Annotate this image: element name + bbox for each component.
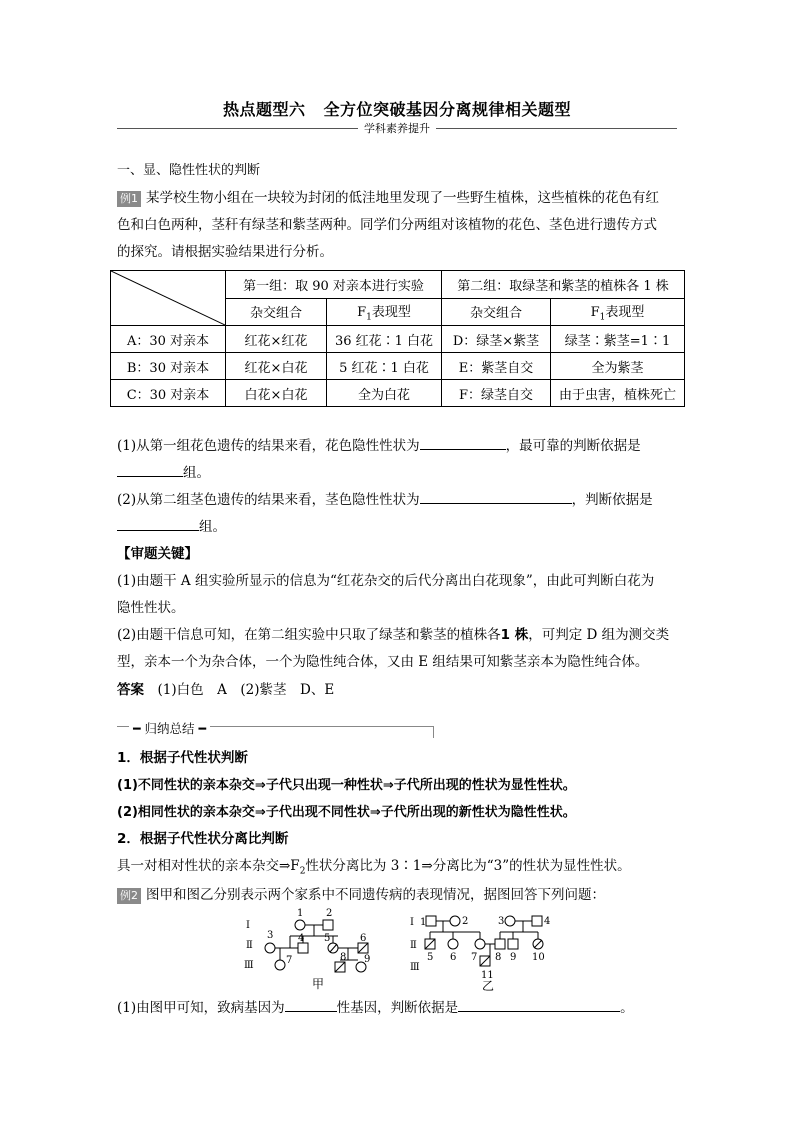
- svg-text:4: 4: [298, 933, 305, 944]
- table-cell: 36 红花∶1 白花: [327, 326, 442, 353]
- svg-text:5: 5: [324, 933, 331, 944]
- svg-text:4: 4: [544, 916, 551, 927]
- summary-box: [117, 719, 434, 739]
- group2-header: 第二组：取绿茎和紫茎的植株各 1 株: [442, 271, 685, 299]
- subtitle: 学科素养提升: [358, 122, 436, 135]
- question-1-line1: (1)从第一组花色遗传的结果来看，花色隐性性状为 ，最可靠的判断依据是: [117, 433, 681, 460]
- question-1-line2: 组。: [117, 460, 681, 487]
- svg-text:1: 1: [297, 908, 304, 919]
- summary-point-1b: (2)相同性状的亲本杂交⇒子代出现不同性状⇒子代所出现的新性状为隐性性状。: [117, 805, 576, 820]
- svg-text:Ⅰ: Ⅰ: [410, 917, 414, 928]
- pedigree-yi: [410, 916, 550, 992]
- answer-blank[interactable]: [117, 462, 183, 477]
- diagonal-line: [111, 271, 225, 325]
- row-label: C：30 对亲本: [111, 380, 226, 407]
- example1-line3: 的探究。请根据实验结果进行分析。: [117, 244, 333, 260]
- group1-header: 第一组：取 90 对亲本进行实验: [226, 271, 442, 299]
- question-3-line: (1)由图甲可知，致病基因为 性基因，判断依据是 。: [117, 995, 681, 1022]
- answer-blank[interactable]: [117, 516, 199, 531]
- experiment-table: [110, 270, 685, 407]
- svg-text:9: 9: [364, 954, 371, 965]
- example1-badge: 例1: [117, 191, 141, 207]
- svg-text:7: 7: [286, 955, 293, 966]
- example1-line2: 色和白色两种，茎秆有绿茎和紫茎两种。同学们分两组对该植物的花色、茎色进行遗传方式: [117, 217, 657, 233]
- key1-line2: 隐性性状。: [117, 600, 185, 616]
- question-2-line1: (2)从第二组茎色遗传的结果来看，茎色隐性性状为 ，判断依据是: [117, 487, 681, 514]
- svg-text:6: 6: [360, 933, 367, 944]
- table-cell: 全为紫茎: [551, 353, 685, 380]
- summary-point-2: 2．根据子代性状分离比判断: [117, 831, 289, 847]
- svg-text:甲: 甲: [312, 977, 325, 991]
- answer-blank[interactable]: [420, 489, 572, 504]
- summary-point-1a: (1)不同性状的亲本杂交⇒子代只出现一种性状⇒子代所出现的性状为显性性状。: [117, 778, 576, 793]
- svg-text:8: 8: [495, 952, 502, 963]
- pedigree-figures: [240, 908, 660, 992]
- cross-header-2: 杂交组合: [442, 298, 551, 326]
- subtitle-line: [117, 119, 677, 137]
- table-row: [111, 380, 685, 407]
- svg-text:7: 7: [471, 952, 478, 963]
- summary-point-2a: 具一对相对性状的亲本杂交$\Rightarrow F_2$性状分离比为 3∶1⇒分离比为“3”的性状为显性性状。: [117, 858, 631, 877]
- f1-header-2: $F_1$表现型: [551, 298, 685, 326]
- answer-label: 答案: [117, 682, 144, 698]
- row-label: B：30 对亲本: [111, 353, 226, 380]
- generation-label: Ⅱ: [246, 940, 253, 951]
- svg-text:3: 3: [498, 916, 505, 927]
- svg-text:6: 6: [450, 952, 457, 963]
- table-cell: 全为白花: [327, 380, 442, 407]
- summary-label: ━ 归纳总结 ━: [129, 719, 210, 737]
- generation-label: Ⅰ: [246, 920, 250, 931]
- svg-text:乙: 乙: [482, 979, 495, 992]
- example1-line1: [117, 185, 681, 212]
- cross-header-1: 杂交组合: [226, 298, 327, 326]
- title-part2: 全方位突破基因分离规律相关题型: [323, 100, 572, 119]
- summary-point-1: 1．根据子代性状判断: [117, 750, 248, 766]
- page-title: [0, 97, 794, 120]
- svg-text:Ⅲ: Ⅲ: [410, 962, 420, 973]
- table-cell: 5 红花∶1 白花: [327, 353, 442, 380]
- example1-text1: 某学校生物小组在一块较为封闭的低洼地里发现了一些野生植株，这些植株的花色有红: [146, 190, 659, 206]
- table-cell: 由于虫害，植株死亡: [551, 380, 685, 407]
- svg-text:2: 2: [326, 908, 333, 919]
- table-cell: 绿茎∶紫茎=1∶1: [551, 326, 685, 353]
- svg-text:11: 11: [481, 970, 494, 981]
- f1-header-1: $F_1$表现型: [327, 298, 442, 326]
- example2-text: 图甲和图乙分别表示两个家系中不同遗传病的表现情况，据图回答下列问题：: [146, 887, 605, 903]
- key2-line2: 型，亲本一个为杂合体，一个为隐性纯合体，又由 E 组结果可知紫茎亲本为隐性纯合体。: [117, 654, 649, 670]
- key2-line1: (2)由题干信息可知，在第二组实验中只取了绿茎和紫茎的植株各1 株，可判定 D 组为测交类: [117, 627, 670, 643]
- svg-text:2: 2: [462, 916, 469, 927]
- table-cell: F：绿茎自交: [442, 380, 551, 407]
- svg-text:1: 1: [420, 917, 427, 928]
- svg-text:Ⅱ: Ⅱ: [410, 940, 417, 951]
- svg-text:9: 9: [510, 952, 517, 963]
- question-2-line2: 组。: [117, 514, 681, 541]
- example2-badge: 例2: [117, 888, 141, 904]
- pedigree-jia: [244, 908, 370, 991]
- generation-label: Ⅲ: [244, 960, 254, 971]
- answer-blank[interactable]: [458, 997, 620, 1012]
- example2-line: [117, 882, 681, 909]
- table-corner-cell: [111, 271, 226, 326]
- table-cell: 红花×白花: [226, 353, 327, 380]
- table-cell: 红花×红花: [226, 326, 327, 353]
- svg-text:8: 8: [340, 952, 347, 963]
- answer-line: [117, 677, 681, 704]
- table-row: [111, 326, 685, 353]
- svg-text:3: 3: [267, 930, 274, 941]
- section-heading-1: 一、显、隐性性状的判断: [117, 163, 261, 178]
- key-heading: 【审题关键】: [117, 546, 198, 562]
- answer-blank[interactable]: [420, 435, 506, 450]
- table-cell: E：紫茎自交: [442, 353, 551, 380]
- table-cell: D：绿茎×紫茎: [442, 326, 551, 353]
- table-cell: 白花×白花: [226, 380, 327, 407]
- title-part1: 热点题型六: [222, 100, 306, 119]
- answer-text: (1)白色 A (2)紫茎 D、E: [157, 682, 335, 698]
- svg-text:10: 10: [532, 952, 545, 963]
- svg-text:5: 5: [427, 952, 434, 963]
- answer-blank[interactable]: [285, 997, 337, 1012]
- key1-line1: (1)由题干 A 组实验所显示的信息为“红花杂交的后代分离出白花现象”，由此可判断白花为: [117, 573, 655, 589]
- row-label: A：30 对亲本: [111, 326, 226, 353]
- table-row: [111, 353, 685, 380]
